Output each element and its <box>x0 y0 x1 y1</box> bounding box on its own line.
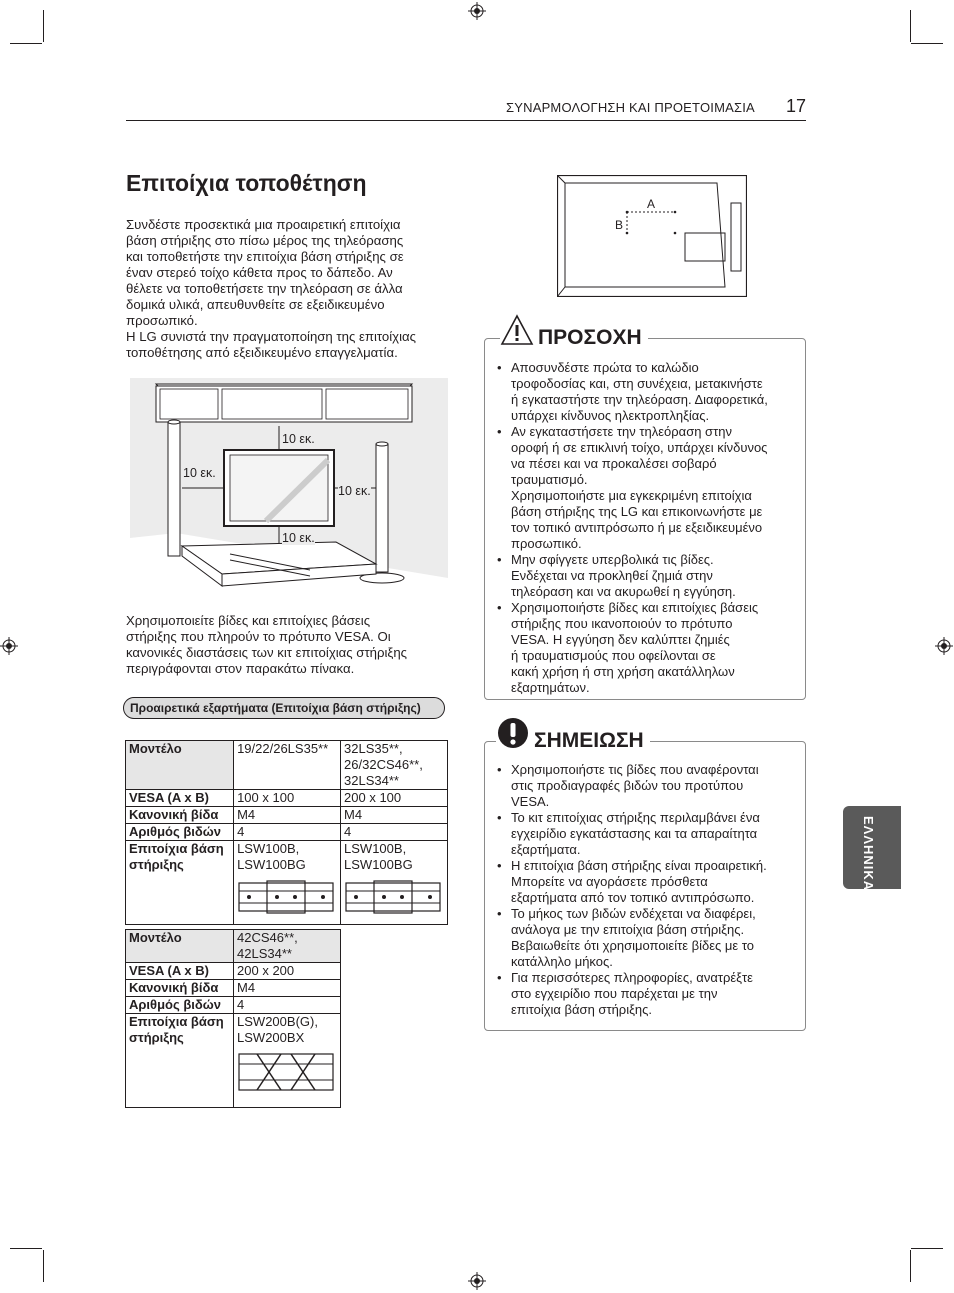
text-line: κακή χρήση ή στη χρήση ακατάλληλων <box>511 664 735 679</box>
warning-triangle-icon <box>500 314 534 346</box>
list-item <box>497 858 802 906</box>
text-line: δομικά υλικά, απευθυνθείτε σε εξειδικευμένο <box>126 297 385 312</box>
text-line: • Για περισσότερες πληροφορίες, ανατρέξτε <box>511 970 753 985</box>
text-line: υπάρχει κίνδυνος ηλεκτροπληξίας. <box>511 408 710 423</box>
text-line: προσωπικό. <box>511 536 582 551</box>
table-cell: 4 <box>341 824 448 841</box>
table-row <box>126 807 448 824</box>
wall-mount-spec-table-2 <box>125 929 341 1108</box>
text-line: ή εγκαταστήστε την τηλεόραση. Διαφορετικά, <box>511 392 768 407</box>
diagram-label-b: B <box>615 218 624 232</box>
clearance-label-bottom: 10 εκ. <box>282 531 315 545</box>
list-item <box>497 424 802 552</box>
table-cell <box>341 841 448 925</box>
table-cell: M4 <box>234 980 341 997</box>
crop-mark <box>911 1248 943 1249</box>
table-cell: VESA (A x B) <box>126 790 234 807</box>
text-line: Μπορείτε να αγοράσετε πρόσθετα <box>511 874 708 889</box>
text-line: εγχειρίδιο εγκατάστασης και τα απαραίτητα <box>511 826 758 841</box>
cell-line: 32LS34** <box>344 773 399 788</box>
crop-mark <box>43 10 44 42</box>
text-line: επιτοίχια βάση στήριξης. <box>511 1002 653 1017</box>
cell-line: 42CS46**, <box>237 930 298 945</box>
tv-rear-vesa-diagram <box>557 175 747 297</box>
caution-list <box>497 360 802 696</box>
text-line: Βεβαιωθείτε ότι χρησιμοποιείτε βίδες με το <box>511 938 755 953</box>
cell-line: LSW100B, <box>237 841 300 856</box>
text-line: • Το κιτ επιτοίχιας στήριξης περιλαμβάνει ένα <box>511 810 760 825</box>
text-line: εξαρτήματα από τον τοπικό αντιπρόσωπο. <box>511 890 755 905</box>
cell-line: LSW200BX <box>237 1030 305 1045</box>
table-cell: 100 x 100 <box>234 790 341 807</box>
table-row <box>126 930 341 963</box>
table-cell: Μοντέλο <box>126 930 234 963</box>
text-line: VESA. <box>511 794 550 809</box>
table-cell: 19/22/26LS35** <box>234 741 341 790</box>
registration-mark-icon <box>0 637 18 655</box>
table-cell: M4 <box>234 807 341 824</box>
text-line: βάση στήριξης της LG και επικοινωνήστε με <box>511 504 763 519</box>
cell-line: LSW100BG <box>344 857 413 872</box>
cell-line: LSW100BG <box>237 857 306 872</box>
text-line: • Χρησιμοποιήστε τις βίδες που αναφέρονται <box>511 762 759 777</box>
text-line: θέλετε να τοποθετήσετε την τηλεόραση σε άλλα <box>126 281 403 296</box>
text-line: στο εγχειρίδιο που παρέχεται με την <box>511 986 718 1001</box>
text-line: στήριξης που ικανοποιούν το πρότυπο <box>511 616 733 631</box>
text-line: Συνδέστε προσεκτικά μια προαιρετική επιτοίχια <box>126 217 401 232</box>
text-line: Χρησιμοποιήστε μια εγκεκριμένη επιτοίχια <box>511 488 752 503</box>
text-line: • Το μήκος των βιδών ενδέχεται να διαφέρει, <box>511 906 756 921</box>
cell-line: 42LS34** <box>237 946 292 961</box>
table-row <box>126 741 448 790</box>
table-cell: 4 <box>234 824 341 841</box>
table-cell: VESA (A x B) <box>126 963 234 980</box>
text-line: • Χρησιμοποιήστε βίδες και επιτοίχιες βάσεις <box>511 600 759 615</box>
wall-bracket-icon <box>237 1050 335 1094</box>
text-line: Ενδέχεται να προκληθεί ζημιά στην <box>511 568 713 583</box>
language-tab <box>843 806 901 892</box>
cell-line: στήριξης <box>129 857 184 872</box>
cell-line: στήριξης <box>129 1030 184 1045</box>
crop-mark <box>911 43 943 44</box>
wall-bracket-icon <box>344 879 442 915</box>
table-row <box>126 980 341 997</box>
wall-mount-spec-table-1 <box>125 740 448 925</box>
text-line: εξαρτημάτων. <box>511 680 590 695</box>
note-list <box>497 762 802 1018</box>
table-row <box>126 790 448 807</box>
table-cell: Κανονική βίδα <box>126 807 234 824</box>
text-line: ή τραυματισμούς που οφείλονται σε <box>511 648 716 663</box>
table-cell <box>234 1014 341 1108</box>
table-cell <box>126 1014 234 1108</box>
text-line: βάση στήριξης στο πίσω μέρος της τηλεόρασης <box>126 233 404 248</box>
table-row <box>126 841 448 925</box>
crop-mark <box>43 1250 44 1282</box>
diagram-label-a: A <box>647 197 656 211</box>
header-rule <box>126 120 806 121</box>
list-item <box>497 810 802 858</box>
table-row <box>126 824 448 841</box>
optional-accessories-label: Προαιρετικά εξαρτήματα (Επιτοίχια βάση στήριξης) <box>123 697 445 719</box>
clearance-label-top: 10 εκ. <box>282 432 315 446</box>
table-cell <box>234 930 341 963</box>
table-cell: Κανονική βίδα <box>126 980 234 997</box>
cell-line: 32LS35**, <box>344 741 403 756</box>
text-line: και τοποθετήστε την επιτοίχια βάση στήριξης σε <box>126 249 404 264</box>
list-item <box>497 600 802 696</box>
text-line: στις προδιαγραφές βιδών του προτύπου <box>511 778 744 793</box>
text-line: VESA. Η εγγύηση δεν καλύπτει ζημιές <box>511 632 730 647</box>
crop-mark <box>910 10 911 42</box>
text-line: να πέσει και να προκαλέσει σοβαρό <box>511 456 717 471</box>
table-cell: 200 x 100 <box>341 790 448 807</box>
table-cell <box>341 741 448 790</box>
clearance-label-right: 10 εκ. <box>338 484 371 498</box>
table-cell: Αριθμός βιδών <box>126 824 234 841</box>
table-cell: 200 x 200 <box>234 963 341 980</box>
crop-mark <box>10 43 42 44</box>
text-line: • Η επιτοίχια βάση στήριξης είναι προαιρετική. <box>511 858 767 873</box>
text-line: οροφή ή σε επικλινή τοίχο, υπάρχει κίνδυνος <box>511 440 768 455</box>
crop-mark <box>910 1250 911 1282</box>
cell-line: Επιτοίχια βάση <box>129 841 224 856</box>
table-cell: Μοντέλο <box>126 741 234 790</box>
exclamation-circle-icon <box>496 716 530 750</box>
list-item <box>497 762 802 810</box>
text-line: τραυματισμό. <box>511 472 588 487</box>
cell-line: LSW200B(G), <box>237 1014 318 1029</box>
table-cell <box>126 841 234 925</box>
page-title: Επιτοίχια τοποθέτηση <box>126 170 367 196</box>
text-line: τροφοδοσίας και, στη συνέχεια, μετακινήστε <box>511 376 763 391</box>
text-line: ανάλογα με την επιτοίχια βάση στήριξης. <box>511 922 745 937</box>
intro-paragraph <box>126 217 446 361</box>
text-line: έναν στερεό τοίχο κάθετα προς το δάπεδο. Αν <box>126 265 393 280</box>
text-line: τον τοπικό αντιπρόσωπο ή με εξειδικευμένο <box>511 520 763 535</box>
text-line: • Αποσυνδέστε πρώτα το καλώδιο <box>511 360 699 375</box>
table-row <box>126 1014 341 1108</box>
text-line: • Μην σφίγγετε υπερβολικά τις βίδες. <box>511 552 714 567</box>
table-cell <box>234 841 341 925</box>
table-cell: Αριθμός βιδών <box>126 997 234 1014</box>
registration-mark-icon <box>935 637 953 655</box>
text-line: • Αν εγκαταστήσετε την τηλεόραση στην <box>511 424 732 439</box>
header-section-title: ΣΥΝΑΡΜΟΛΟΓΗΣΗ ΚΑΙ ΠΡΟΕΤΟΙΜΑΣΙΑ <box>506 100 755 115</box>
wall-mount-clearance-illustration <box>126 378 450 592</box>
page-number: 17 <box>786 96 807 116</box>
cell-line: 26/32CS46**, <box>344 757 423 772</box>
text-line: τηλεόραση και να ακυρωθεί η εγγύηση. <box>511 584 736 599</box>
text-line: κατάλληλο μήκος. <box>511 954 613 969</box>
cell-line: Επιτοίχια βάση <box>129 1014 224 1029</box>
table-row <box>126 997 341 1014</box>
table-cell: M4 <box>341 807 448 824</box>
text-line: Η LG συνιστά την πραγματοποίηση της επιτοίχιας <box>126 329 417 344</box>
registration-mark-icon <box>468 2 486 20</box>
note-title: ΣΗΜΕΙΩΣΗ <box>530 729 650 753</box>
caution-title: ΠΡΟΣΟΧΗ <box>534 326 648 350</box>
text-line: Χρησιμοποιείτε βίδες και επιτοίχιες βάσεις <box>126 613 371 628</box>
text-line: εξαρτήματα. <box>511 842 581 857</box>
registration-mark-icon <box>468 1272 486 1290</box>
list-item <box>497 970 802 1018</box>
text-line: τοποθέτησης από εξειδικευμένο επαγγελματία. <box>126 345 398 360</box>
table-row <box>126 963 341 980</box>
text-line: κανονικές διαστάσεις των κιτ επιτοίχιας στήριξης <box>126 645 408 660</box>
crop-mark <box>10 1248 42 1249</box>
text-line: προσωπικό. <box>126 313 198 328</box>
list-item <box>497 552 802 600</box>
list-item <box>497 360 802 424</box>
vesa-paragraph <box>126 613 446 677</box>
table-cell: 4 <box>234 997 341 1014</box>
list-item <box>497 906 802 970</box>
clearance-label-left: 10 εκ. <box>183 466 216 480</box>
text-line: περιγράφονται στον παρακάτω πίνακα. <box>126 661 355 676</box>
text-line: στήριξης που πληρούν το πρότυπο VESA. Οι <box>126 629 391 644</box>
cell-line: LSW100B, <box>344 841 407 856</box>
language-tab-label: ΕΛΛΗΝΙΚΑ <box>861 816 876 892</box>
wall-bracket-icon <box>237 879 335 915</box>
